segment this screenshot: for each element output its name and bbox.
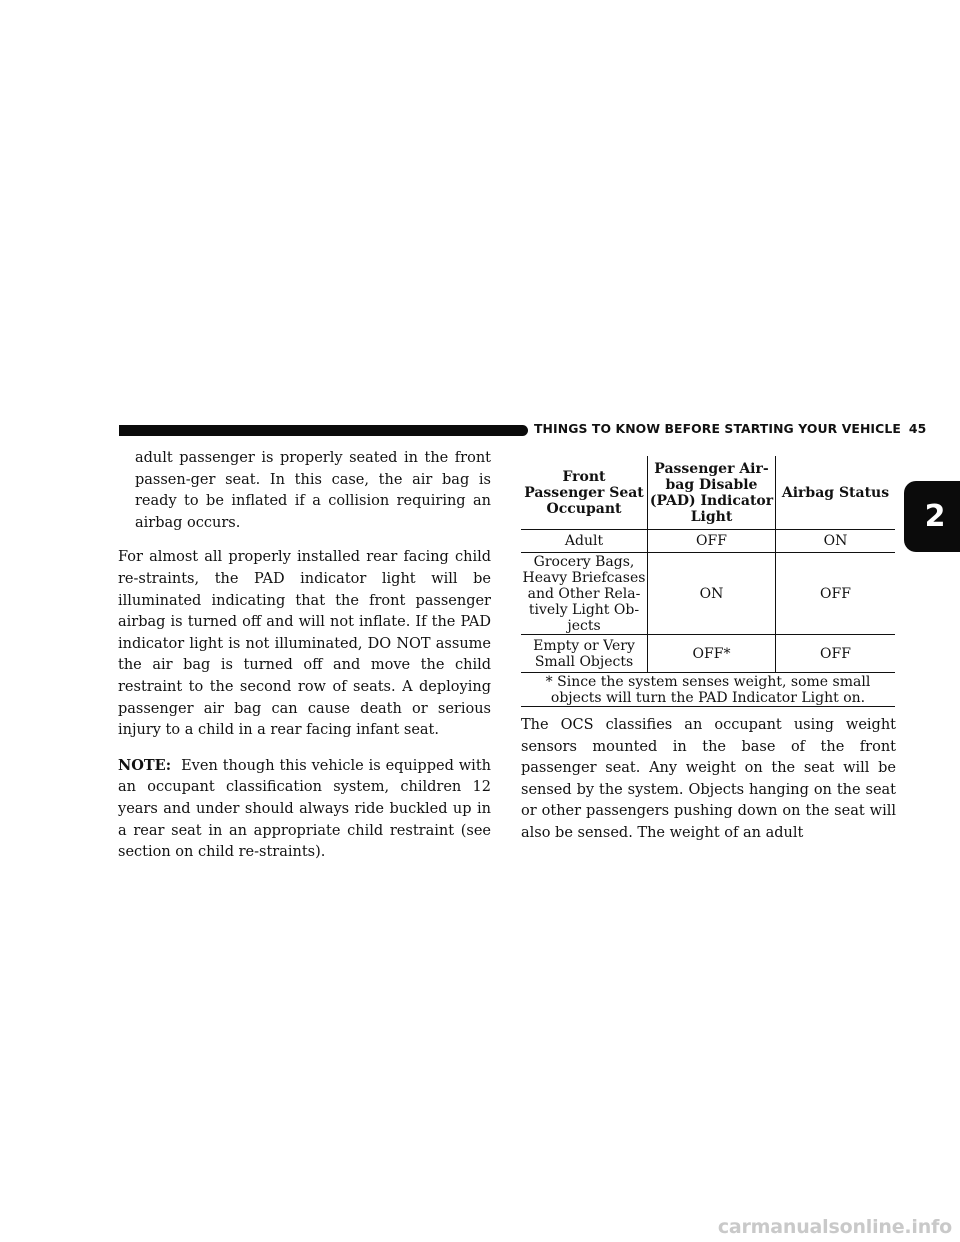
note-label: NOTE: xyxy=(118,756,172,774)
cell-airbag-status: OFF xyxy=(776,635,896,673)
header-rule xyxy=(119,425,528,436)
cell-pad-light: ON xyxy=(648,553,776,635)
table-row xyxy=(521,635,895,673)
header-airbag-status: Airbag Status xyxy=(776,456,896,530)
running-header xyxy=(534,421,927,436)
section-title: THINGS TO KNOW BEFORE STARTING YOUR VEHICLE xyxy=(534,421,901,436)
left-column xyxy=(118,448,491,877)
cell-occupant: Adult xyxy=(521,530,648,553)
cell-airbag-status: ON xyxy=(776,530,896,553)
header-seat-occupant: Front Passenger Seat Occupant xyxy=(521,456,648,530)
cell-occupant: Empty or Very Small Objects xyxy=(521,635,648,673)
paragraph-pad-indicator: For almost all properly installed rear facing child re-straints, the PAD indicator light will be illuminated indicating that the front passenger airbag is turned off and will not inflate. If the PAD indicator light is not illuminated, DO NOT assume the air bag is turned off and move the child restraint to the second row of seats. A deploying passenger air bag can cause death or serious injury to a child in a rear facing infant seat. xyxy=(118,549,491,739)
table-footnote: * Since the system senses weight, some small objects will turn the PAD Indicator Light on. xyxy=(521,673,895,707)
table-footnote-row xyxy=(521,673,895,707)
cell-pad-light: OFF xyxy=(648,530,776,553)
cell-pad-light: OFF* xyxy=(648,635,776,673)
paragraph-ocs: The OCS classifies an occupant using weight sensors mounted in the base of the front passenger seat. Any weight on the seat will be sensed by the system. Objects hanging on the seat or other passengers pushing down on the seat will also be sensed. The weight of an adult xyxy=(521,717,896,841)
note-paragraph xyxy=(118,755,491,864)
cell-occupant: Grocery Bags, Heavy Briefcases and Other Rela-tively Light Ob-jects xyxy=(521,553,648,635)
header-pad-indicator: Passenger Air-bag Disable (PAD) Indicator Light xyxy=(648,456,776,530)
watermark: carmanualsonline.info xyxy=(717,1216,952,1238)
table-header-row xyxy=(521,456,895,530)
cell-airbag-status: OFF xyxy=(776,553,896,635)
right-column xyxy=(521,456,896,845)
table-row xyxy=(521,553,895,635)
table-row xyxy=(521,530,895,553)
chapter-tab: 2 xyxy=(904,481,960,552)
note-text: Even though this vehicle is equipped with an occupant classification system, children 12 years and under should always ride buckled up in a rear seat in an appropriate child restraint (see section on child re-straints). xyxy=(118,757,491,861)
paragraph-continued: adult passenger is properly seated in the front passen-ger seat. In this case, the air bag is ready to be inflated if a collision requiring an airbag occurs. xyxy=(135,450,491,531)
pad-status-table xyxy=(521,456,895,707)
page-number: 45 xyxy=(908,421,927,436)
